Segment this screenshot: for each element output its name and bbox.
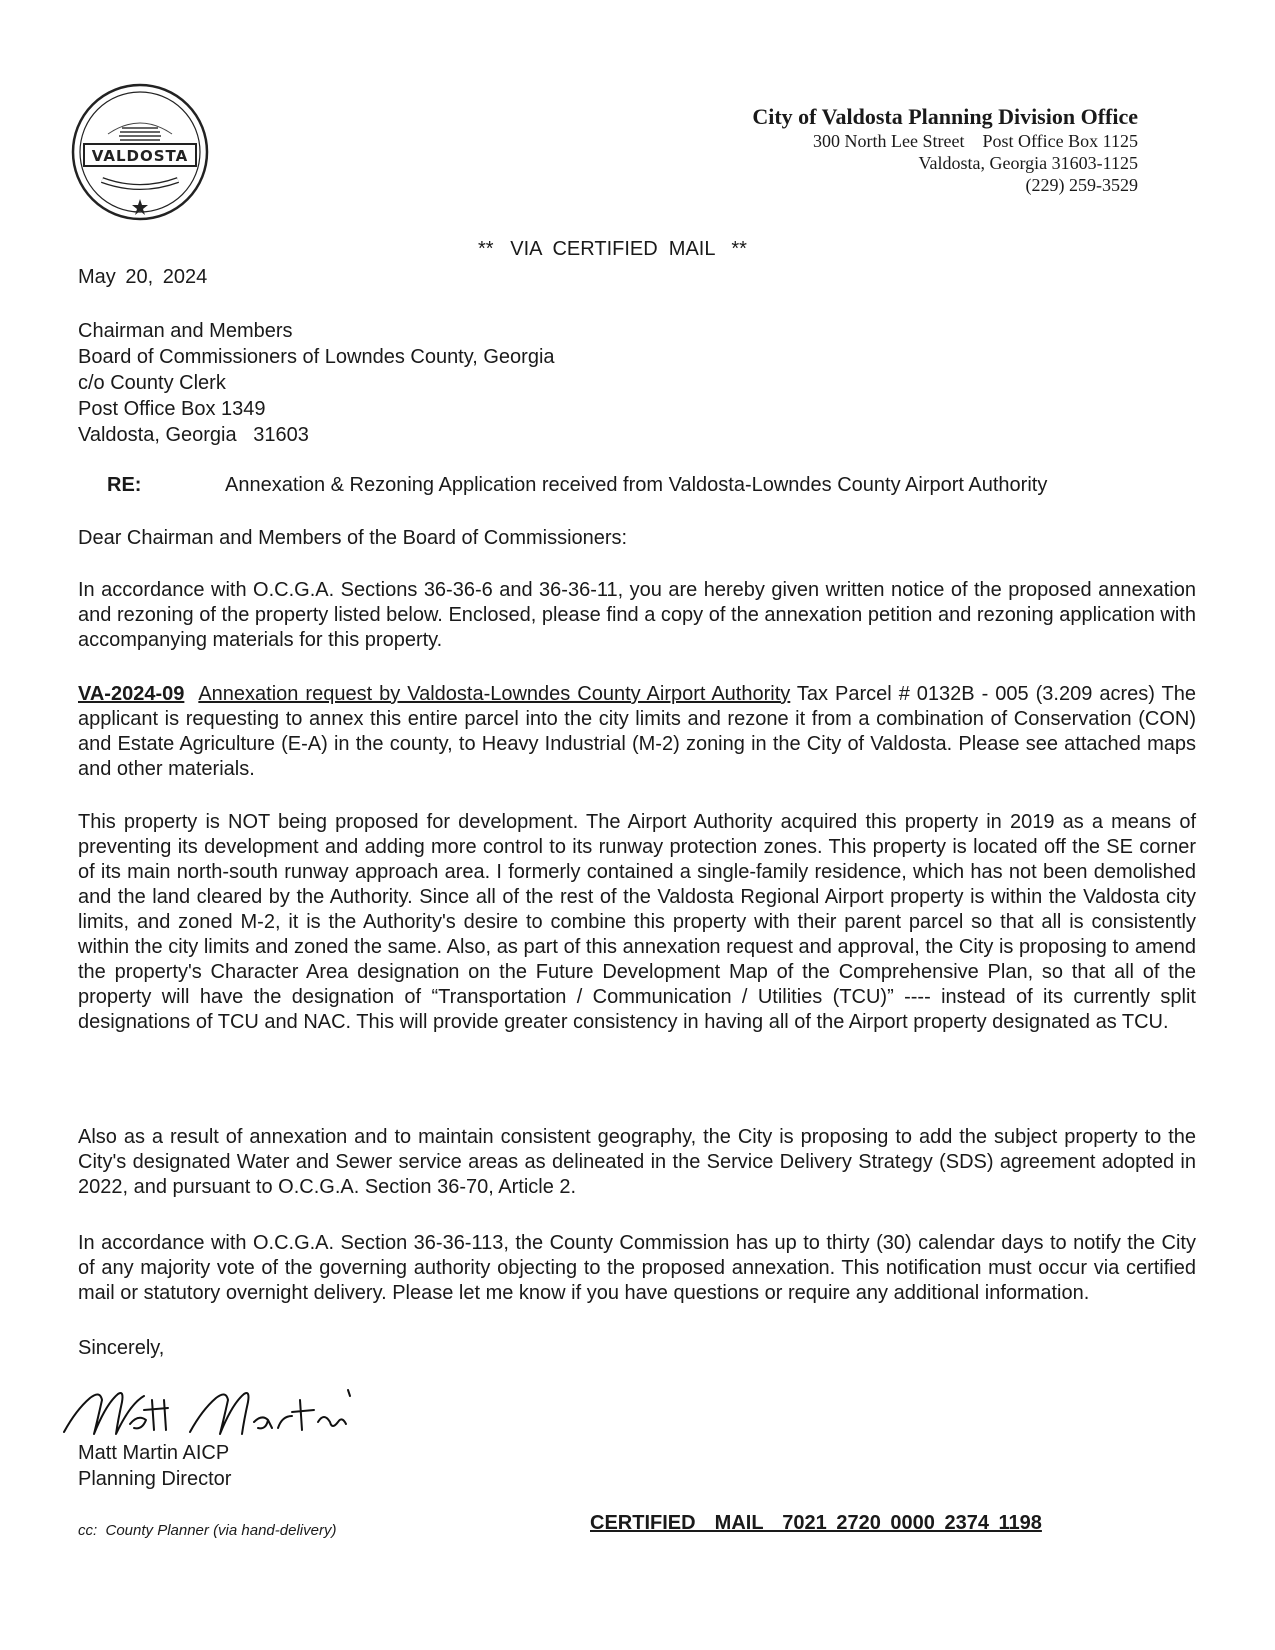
case-number: VA-2024-09 xyxy=(78,683,185,705)
case-paragraph xyxy=(78,682,1196,782)
body-paragraph: In accordance with O.C.G.A. Section 36-36-113, the County Commission has up to thirty (30) calendar days to notify the City of any majority vote of the governing authority objecting to the proposed annexation. This notification must occur via certified mail or statutory overnight delivery. Please let me know if you have questions or require any additional information. xyxy=(78,1232,1196,1304)
delivery-method: ** VIA CERTIFIED MAIL ** xyxy=(478,238,747,260)
signer-block xyxy=(78,1440,231,1492)
letterhead xyxy=(752,104,1138,196)
phone-number: (229) 259-3529 xyxy=(1025,175,1138,195)
case-title: Annexation request by Valdosta-Lowndes County Airport Authority xyxy=(198,683,791,705)
body-paragraph: This property is NOT being proposed for development. The Airport Authority acquired this property in 2019 as a means of preventing its development and adding more control to its runway protection zones. This property is located off the SE corner of its main north-south runway approach area. I formerly contained a single-family residence, which has not been demolished and the land cleared by the Authority. Since all of the rest of the Valdosta Regional Airport property is within the Valdosta city limits, and zoned M-2, it is the Authority's desire to combine this property with their parent parcel so that all is consistently within the city limits and zoned the same. Also, as part of this annexation request and approval, the City is proposing to amend the property's Character Area designation on the Future Development Map of the Comprehensive Plan, so that all of the property will have the designation of “Transportation / Communication / Utilities (TCU)” ---- instead of its currently split designations of TCU and NAC. This will provide greater consistency in having all of the Airport property designated as TCU. xyxy=(78,811,1196,1033)
recipient-line: Board of Commissioners of Lowndes County, Georgia xyxy=(78,346,555,368)
body-paragraph: Also as a result of annexation and to maintain consistent geography, the City is proposing to add the subject property to the City's designated Water and Sewer service areas as delineated in the Service Delivery Strategy (SDS) agreement adopted in 2022, and pursuant to O.C.G.A. Section 36-70, Article 2. xyxy=(78,1126,1196,1198)
subject-text: Annexation & Rezoning Application received from Valdosta-Lowndes County Airport Authority xyxy=(225,474,1048,496)
closing: Sincerely, xyxy=(78,1337,165,1359)
signer-title: Planning Director xyxy=(78,1468,232,1490)
recipient-line: Post Office Box 1349 xyxy=(78,398,266,420)
subject-line xyxy=(107,474,1047,497)
city-seal xyxy=(70,82,210,222)
letter-date: May 20, 2024 xyxy=(78,266,208,288)
street-address: 300 North Lee Street Post Office Box 1125 xyxy=(813,131,1138,151)
body-paragraph: In accordance with O.C.G.A. Sections 36-36-6 and 36-36-11, you are hereby given written notice of the proposed annexation and rezoning of the property listed below. Enclosed, please find a copy of the annexation petition and rezoning application with accompanying materials for this property. xyxy=(78,579,1196,651)
recipient-line: c/o County Clerk xyxy=(78,372,226,394)
city-state-zip: Valdosta, Georgia 31603-1125 xyxy=(918,153,1138,173)
subject-label: RE: xyxy=(107,474,142,496)
svg-text:VALDOSTA: VALDOSTA xyxy=(91,147,189,165)
signature xyxy=(60,1370,360,1450)
certified-mail-number: CERTIFIED MAIL 7021 2720 0000 2374 1198 xyxy=(590,1512,1042,1534)
recipient-line: Chairman and Members xyxy=(78,320,293,342)
signer-name: Matt Martin AICP xyxy=(78,1442,230,1464)
case-description: Tax Parcel # 0132B - 005 (3.209 acres) The applicant is requesting to annex this entire parcel into the city limits and rezone it from a combination of Conservation (CON) and Estate Agriculture (E-A) in the county, to Heavy Industrial (M-2) zoning in the City of Valdosta. Please see attached maps and other materials. xyxy=(78,683,1196,780)
carbon-copy: cc: County Planner (via hand-delivery) xyxy=(78,1522,337,1539)
salutation: Dear Chairman and Members of the Board of Commissioners: xyxy=(78,527,628,549)
recipient-address xyxy=(78,318,555,448)
organization-name: City of Valdosta Planning Division Office xyxy=(752,104,1138,129)
recipient-line: Valdosta, Georgia 31603 xyxy=(78,424,309,446)
